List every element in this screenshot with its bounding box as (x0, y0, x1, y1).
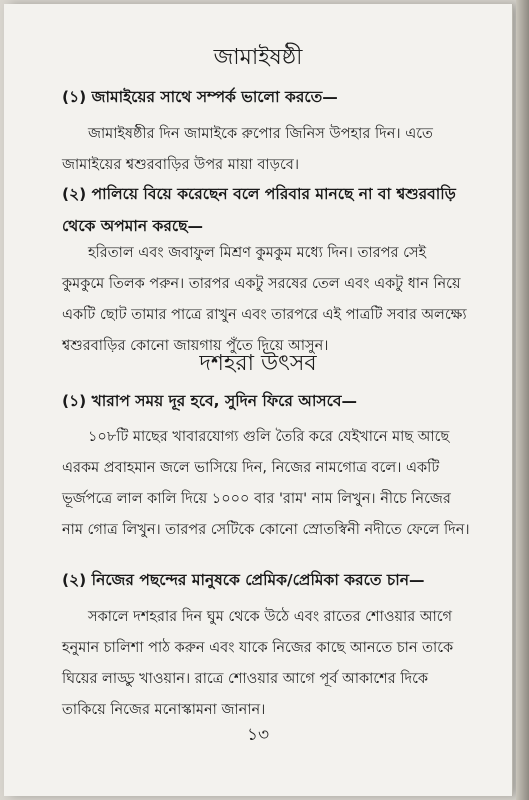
section-title-dashahara: দশহরা উৎসব (199, 351, 317, 376)
book-spine-edge (516, 0, 529, 800)
paragraph-2-1: ১০৮টি মাছের খাবারযোগ্য গুলি তৈরি করে যেইখানে মাছ আছে এরকম প্রবাহমান জলে ভাসিয়ে দিন, নিজের নামগোত্র বলে। একটি ভূর্জপত্রে লাল কালি দিয়ে ১০০০ বার 'রাম' নাম লিখুন। নীচে নিজের নাম গোত্র লিখুন। তারপর সেটিকে কোনো স্রোতস্বিনী নদীতে ফেলে দিন। (62, 429, 470, 538)
heading-2-1: (১) খারাপ সময় দূর হবে, সুদিন ফিরে আসবে— (62, 392, 358, 410)
paragraph-1-1: জামাইষষ্ঠীর দিন জামাইকে রুপোর জিনিস উপহার দিন। এতে জামাইয়ের শ্বশুরবাড়ির উপর মায়া বাড়বে। (62, 126, 433, 173)
paragraph-1-2: হরিতাল এবং জবাফুল মিশ্রণ কুমকুম মধ্যে দিন। তারপর সেই কুমকুমে তিলক পরুন। তারপর একটু সরষের তেল এবং একটু ধান নিয়ে একটি ছোট তামার পাত্রে রাখুন এবং তারপরে এই পাত্রটি সবার অলক্ষ্যে শ্বশুরবাড়ির কোনো জায়গায় পুঁতে দিয়ে আসুন। (62, 245, 467, 354)
paragraph-2-2: সকালে দশহরার দিন ঘুম থেকে উঠে এবং রাতের শোওয়ার আগে হনুমান চালিশা পাঠ করুন এবং যাকে নিজের কাছে আনতে চান তাকে ঘিয়ের লাড্ডু খাওয়ান। রাত্রে শোওয়ার আগে পূর্ব আকাশের দিকে তাকিয়ে নিজের মনোস্কামনা জানান। (62, 609, 454, 718)
heading-2-2: (২) নিজের পছন্দের মানুষকে প্রেমিক/প্রেমিকা করতে চান— (62, 571, 425, 589)
page-number: ১৩ (246, 725, 270, 745)
book-page (4, 4, 513, 796)
heading-1-1: (১) জামাইয়ের সাথে সম্পর্ক ভালো করতে— (62, 88, 338, 106)
heading-1-2: (২) পালিয়ে বিয়ে করেছেন বলে পরিবার মানছে না বা শ্বশুরবাড়ি থেকে অপমান করছে— (62, 185, 456, 235)
section-title-jamaisasthi: জামাইষষ্ঠী (213, 45, 303, 70)
